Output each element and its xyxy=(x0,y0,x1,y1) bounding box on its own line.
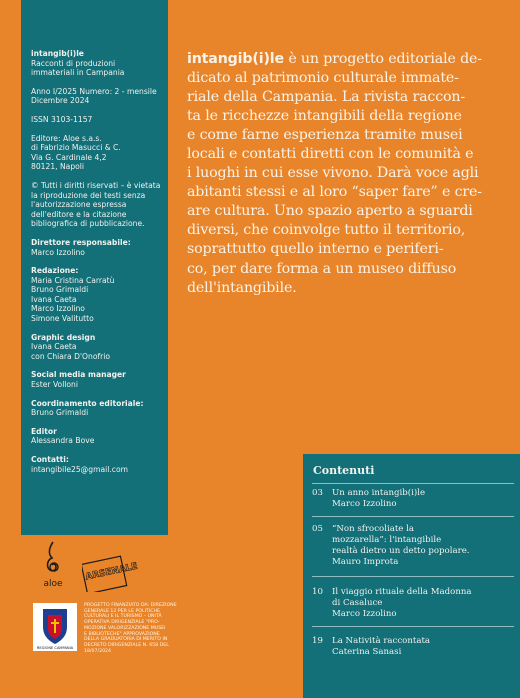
region-label: REGIONE CAMPANIA xyxy=(36,646,74,650)
masthead xyxy=(31,49,165,78)
intro-line: è un progetto editoriale de- xyxy=(283,51,482,67)
coordination-name: Bruno Grimaldi xyxy=(31,408,89,418)
region-campania-logo xyxy=(33,603,77,651)
aloe-wordmark: aloe xyxy=(43,579,63,589)
page-number: 05 xyxy=(312,524,323,534)
editor-label: Editor xyxy=(31,426,57,436)
issue-date: Dicembre 2024 xyxy=(31,96,90,106)
arsenale-wordmark: ARSENALE xyxy=(84,561,139,583)
publisher-line: Via G. Cardinale 4,2 xyxy=(31,152,107,162)
masthead-subtitle: Racconti di produzioni xyxy=(31,58,116,68)
article-title: di Casaluce xyxy=(332,598,383,608)
graphic-name: con Chiara D'Onofrio xyxy=(31,351,111,361)
intro-line: abitanti stessi e al loro “saper fare” e cre- xyxy=(187,184,482,201)
editor xyxy=(31,427,165,446)
article-author: Mauro Improta xyxy=(332,557,399,567)
article-entry xyxy=(332,488,512,510)
article-title: mozzarella”: l'intangibile xyxy=(332,535,442,545)
article-entry xyxy=(332,524,512,568)
rights-line: l'autorizzazione espressa xyxy=(31,200,127,210)
social-name: Ester Volloni xyxy=(31,380,78,390)
page-number: 19 xyxy=(312,636,323,646)
contact-email[interactable]: intangibile25@gmail.com xyxy=(31,464,128,474)
editor-name: Marco Izzolino xyxy=(31,304,85,314)
intro-line: dell'intangibile. xyxy=(187,279,297,296)
editor-name: Maria Cristina Carratù xyxy=(31,275,115,285)
director-label: Direttore responsabile: xyxy=(31,237,131,247)
article-title: Il viaggio rituale della Madonna xyxy=(332,587,472,597)
publisher-line: 80121, Napoli xyxy=(31,162,85,172)
editor-name: Bruno Grimaldi xyxy=(31,285,89,295)
divider xyxy=(312,483,514,484)
divider xyxy=(312,516,514,517)
funding-line: 18/07/2024 xyxy=(84,648,112,654)
rights-line: dell'editore e la citazione xyxy=(31,209,127,219)
aloe-ornament xyxy=(48,542,56,571)
masthead-title: intangib(i)le xyxy=(31,49,84,58)
intro-line: diversi, che coinvolge tutto il territorio, xyxy=(187,222,466,239)
table-of-contents xyxy=(303,454,520,698)
funding-line: PROGETTO FINANZIATO DA: DIREZIONE xyxy=(84,603,177,608)
article-title: Un anno intangib(i)le xyxy=(332,488,426,498)
intro-paragraph xyxy=(187,50,511,298)
intro-line: are cultura. Uno spazio aperto a sguardi xyxy=(187,203,473,220)
brand-name: intangib(i)le xyxy=(187,51,284,67)
contents-title: Contenuti xyxy=(313,464,375,477)
funding-line: DELLA GRADUATORIA DI MERITO IN xyxy=(84,637,168,643)
article-entry xyxy=(332,636,512,658)
article-title: realtà dietro un detto popolare. xyxy=(332,546,470,556)
funding-line: DECRETO DIRIGENZIALE N. 658 DEL xyxy=(84,642,169,648)
rights-line: bibliografica di pubblicazione. xyxy=(31,219,145,229)
funding-line: OPERATIVA DIRIGENZIALE "PRO- xyxy=(84,620,160,626)
director xyxy=(31,238,165,257)
graphic-name: Ivana Caeta xyxy=(31,342,77,352)
graphic-label: Graphic design xyxy=(31,332,96,342)
funding-line: E BIBLIOTECHE" APPROVAZIONE xyxy=(84,631,160,637)
article-author: Caterina Sanasi xyxy=(332,647,402,657)
masthead-subtitle: immateriali in Campania xyxy=(31,68,125,78)
intro-line: locali e contatti diretti con le comunità e xyxy=(187,146,474,163)
rights-notice xyxy=(31,181,165,229)
page-number: 10 xyxy=(312,587,323,597)
colophon xyxy=(31,49,165,483)
director-name: Marco Izzolino xyxy=(31,247,85,257)
graphic-design xyxy=(31,333,165,362)
publisher-line: di Fabrizio Masucci & C. xyxy=(31,143,121,153)
page-number: 03 xyxy=(312,488,323,498)
editor-name: Ivana Caeta xyxy=(31,294,77,304)
funding-line: CULTURALI E IL TURISMO – UNITÀ xyxy=(84,614,162,620)
intro-line: dicato al patrimonio culturale immate- xyxy=(187,70,459,87)
funding-line: MOZIONE VALORIZZAZIONE MUSEI xyxy=(84,625,166,631)
editorial-staff xyxy=(31,266,165,324)
divider xyxy=(312,576,514,577)
arsenale-logo xyxy=(82,546,142,592)
funding-line: GENERALE 12 PER LE POLITICHE xyxy=(84,608,160,614)
issn-value: ISSN 3103-1157 xyxy=(31,114,93,124)
social-label: Social media manager xyxy=(31,370,126,380)
rights-line: © Tutti i diritti riservati – è vietata xyxy=(31,180,161,190)
editor-name: Simone Valitutto xyxy=(31,314,94,324)
intro-line: ta le ricchezze intangibili della regione xyxy=(187,108,462,125)
article-author: Marco Izzolino xyxy=(332,499,397,509)
social-media xyxy=(31,370,165,389)
issue-info xyxy=(31,87,165,106)
contacts xyxy=(31,455,165,474)
editor-person: Alessandra Bove xyxy=(31,436,95,446)
editorial-label: Redazione: xyxy=(31,266,79,276)
article-title: La Natività raccontata xyxy=(332,636,431,646)
article-title: “Non sfrocoliate la xyxy=(332,524,414,534)
intro-line: e come farne esperienza tramite musei xyxy=(187,127,463,144)
publisher-line: Editore: Aloe s.a.s. xyxy=(31,133,102,143)
article-entry xyxy=(332,587,512,620)
publisher-info xyxy=(31,134,165,172)
region-emblem xyxy=(33,603,77,651)
intro-line: riale della Campania. La rivista raccon- xyxy=(187,89,466,106)
coordination xyxy=(31,399,165,418)
contacts-label: Contatti: xyxy=(31,455,69,464)
divider xyxy=(312,626,514,627)
coordination-label: Coordinamento editoriale: xyxy=(31,398,144,408)
issn xyxy=(31,115,165,125)
issue-number: Anno I/2025 Numero: 2 - mensile xyxy=(31,86,157,96)
intro-line: soprattutto quello interno e periferi- xyxy=(187,241,444,258)
intro-line: i luoghi in cui esse vivono. Darà voce agli xyxy=(187,165,479,182)
rights-line: la riproduzione dei testi senza xyxy=(31,190,146,200)
aloe-logo xyxy=(40,540,66,590)
funding-notice xyxy=(84,603,192,654)
intro-line: co, per dare forma a un museo diffuso xyxy=(187,260,457,277)
article-author: Marco Izzolino xyxy=(332,609,397,619)
